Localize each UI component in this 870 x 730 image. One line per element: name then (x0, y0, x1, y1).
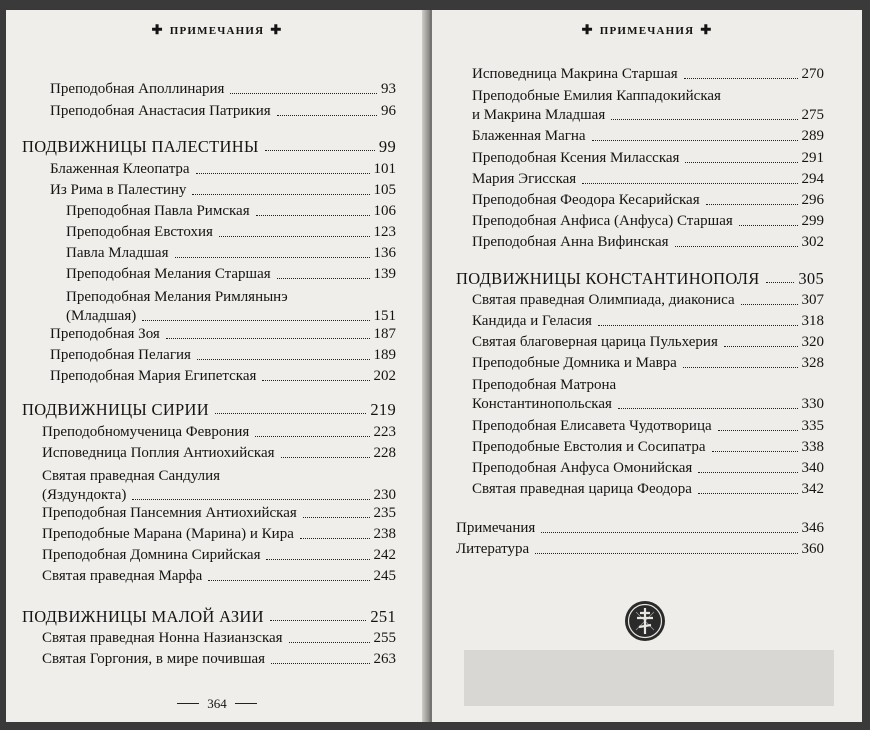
toc-entry (66, 244, 396, 263)
toc-page-number: 342 (801, 481, 824, 497)
toc-left (6, 10, 428, 722)
dot-leader (535, 553, 797, 554)
toc-entry-title: Павла Младшая (66, 245, 169, 261)
toc-entry (472, 312, 824, 331)
dot-leader (611, 119, 797, 120)
toc-entry-title: Преподобные Евстолия и Сосипатра (472, 439, 706, 455)
right-page (432, 10, 862, 722)
dot-leader (266, 559, 369, 560)
dot-leader (192, 194, 369, 195)
toc-entry (472, 333, 824, 352)
toc-entry-title: Преподобная Ксения Миласская (472, 150, 680, 166)
dot-leader (724, 346, 798, 347)
toc-entry-title: Преподобная Пансемния Антиохийская (42, 505, 297, 521)
cross-icon: ✚ (151, 22, 164, 37)
toc-entry (42, 423, 396, 442)
dot-leader (270, 620, 366, 621)
dot-leader (262, 380, 369, 381)
toc-page-number: 360 (801, 541, 824, 557)
toc-page-number: 106 (373, 203, 396, 219)
toc-entry-title: ПОДВИЖНИЦЫ КОНСТАНТИНОПОЛЯ (456, 269, 760, 288)
toc-page-number: 270 (801, 66, 824, 82)
toc-entry-title: Преподобная Мария Египетская (50, 368, 257, 384)
toc-page-number: 318 (801, 313, 824, 329)
toc-page-number: 139 (373, 266, 396, 282)
toc-entry-title: Преподобная Анастасия Патрикия (50, 103, 271, 119)
dot-leader (300, 538, 370, 539)
dot-leader (196, 173, 370, 174)
left-header-text: ПРИМЕЧАНИЯ (169, 25, 265, 37)
dot-leader (271, 663, 369, 664)
toc-entry-title: ПОДВИЖНИЦЫ СИРИИ (22, 400, 209, 419)
toc-page-number: 101 (373, 161, 396, 177)
toc-page-number: 275 (801, 107, 824, 123)
toc-entry (66, 288, 396, 326)
toc-entry-title: Примечания (456, 520, 536, 536)
toc-section-heading (456, 269, 824, 288)
page-number-left: 364 (6, 696, 428, 712)
dot-leader (219, 236, 370, 237)
toc-entry (50, 367, 396, 386)
toc-entry (472, 354, 824, 373)
dot-leader (208, 580, 369, 581)
dot-leader (698, 472, 797, 473)
toc-page-number: 338 (801, 439, 824, 455)
toc-entry-title: Святая праведная Нонна Назианзская (42, 630, 283, 646)
toc-entry-title: Святая благоверная царица Пульхерия (472, 334, 718, 350)
toc-page-number: 307 (801, 292, 824, 308)
dot-leader (541, 532, 797, 533)
right-header-text: ПРИМЕЧАНИЯ (599, 25, 695, 37)
toc-entry (472, 212, 824, 231)
toc-entry-title-line1: Святая праведная Сандулия (42, 468, 221, 484)
toc-entry-title: Преподобные Домника и Мавра (472, 355, 677, 371)
dot-leader (718, 430, 798, 431)
toc-entry-title: (Яздундокта) (42, 487, 127, 503)
dot-leader (618, 408, 798, 409)
dot-leader (739, 225, 798, 226)
dot-leader (142, 320, 369, 321)
toc-entry (50, 346, 396, 365)
toc-entry-title: Преподобная Елисавета Чудотворица (472, 418, 712, 434)
toc-page-number: 228 (373, 445, 396, 461)
toc-entry-title: Святая Горгония, в мире почившая (42, 651, 266, 667)
toc-page-number: 289 (801, 128, 824, 144)
toc-entry-title: (Младшая) (66, 308, 137, 324)
toc-entry (472, 170, 824, 189)
cross-icon: ✚ (700, 22, 713, 37)
toc-entry-title: Блаженная Клеопатра (50, 161, 190, 177)
toc-entry (42, 650, 396, 669)
toc-page-number: 296 (801, 192, 824, 208)
toc-entry-title: ПОДВИЖНИЦЫ МАЛОЙ АЗИИ (22, 607, 264, 626)
toc-page-number: 255 (373, 630, 396, 646)
dot-leader (675, 246, 798, 247)
dot-leader (175, 257, 370, 258)
toc-entry (456, 519, 824, 538)
toc-entry (50, 325, 396, 344)
toc-entry-title: Кандида и Геласия (472, 313, 592, 329)
dot-leader (166, 338, 370, 339)
toc-page-number: 189 (373, 347, 396, 363)
toc-entry (66, 202, 396, 221)
toc-entry-title: Преподобномученица Феврония (42, 424, 250, 440)
toc-entry-title: Преподобная Аполлинария (50, 81, 225, 97)
toc-page-number: 223 (373, 424, 396, 440)
toc-entry (472, 149, 824, 168)
dot-leader (277, 115, 377, 116)
toc-page-number: 263 (373, 651, 396, 667)
dot-leader (683, 367, 798, 368)
dot-leader (582, 183, 797, 184)
dot-leader (741, 304, 798, 305)
toc-entry-title: Преподобная Феодора Кесарийская (472, 192, 700, 208)
toc-entry (50, 80, 396, 99)
toc-entry (42, 525, 396, 544)
toc-entry-title: Преподобная Мелания Старшая (66, 266, 271, 282)
dot-leader (766, 282, 795, 283)
toc-entry-title-line1: Преподобная Матрона (472, 377, 617, 393)
toc-entry (472, 417, 824, 436)
dot-leader (712, 451, 798, 452)
toc-entry-title-line1: Преподобные Емилия Каппадокийская (472, 88, 721, 104)
toc-entry (42, 629, 396, 648)
toc-entry-title: Литература (456, 541, 530, 557)
toc-page-number: 299 (801, 213, 824, 229)
toc-page-number: 230 (373, 487, 396, 503)
toc-entry (472, 87, 824, 125)
toc-entry (42, 567, 396, 586)
toc-entry (50, 102, 396, 121)
cross-icon: ✚ (270, 22, 283, 37)
toc-entry-title: Святая праведная Марфа (42, 568, 203, 584)
toc-entry-title: Преподобная Зоя (50, 326, 160, 342)
toc-entry-title: Преподобная Пелагия (50, 347, 191, 363)
dot-leader (706, 204, 798, 205)
toc-page-number: 235 (373, 505, 396, 521)
toc-entry-title: Святая праведная Олимпиада, диакониса (472, 292, 735, 308)
toc-page-number: 238 (373, 526, 396, 542)
toc-entry (42, 467, 396, 505)
toc-page-number: 202 (373, 368, 396, 384)
toc-entry-title: Преподобная Анфуса Омонийская (472, 460, 693, 476)
dot-leader (698, 493, 798, 494)
toc-entry-title: Преподобная Домнина Сирийская (42, 547, 261, 563)
toc-page-number: 294 (801, 171, 824, 187)
dot-leader (685, 162, 797, 163)
toc-page-number: 291 (801, 150, 824, 166)
toc-entry-title: Исповедница Макрина Старшая (472, 66, 678, 82)
toc-entry (66, 265, 396, 284)
dot-leader (598, 325, 798, 326)
dot-leader (230, 93, 377, 94)
toc-page-number: 328 (801, 355, 824, 371)
toc-entry (42, 504, 396, 523)
toc-page-number: 151 (373, 308, 396, 324)
toc-entry (472, 191, 824, 210)
toc-page-number: 96 (381, 103, 396, 119)
toc-entry-title: Мария Эгисская (472, 171, 577, 187)
toc-page-number: 93 (381, 81, 396, 97)
orthodox-cross-emblem-icon (624, 600, 666, 642)
toc-section-heading (22, 400, 396, 419)
toc-page-number: 136 (373, 245, 396, 261)
toc-entry-title: Преподобная Анна Вифинская (472, 234, 669, 250)
toc-page-number: 187 (373, 326, 396, 342)
toc-page-number: 105 (373, 182, 396, 198)
dot-leader (684, 78, 798, 79)
dot-leader (265, 150, 375, 151)
toc-page-number: 123 (373, 224, 396, 240)
toc-entry-title: Святая праведная царица Феодора (472, 481, 692, 497)
toc-entry (42, 444, 396, 463)
toc-entry (472, 480, 824, 499)
dot-leader (255, 436, 369, 437)
toc-page-number: 245 (373, 568, 396, 584)
toc-entry-title: Из Рима в Палестину (50, 182, 187, 198)
dot-leader (132, 499, 369, 500)
dot-leader (256, 215, 370, 216)
toc-page-number: 346 (801, 520, 824, 536)
toc-entry-title: Константинопольская (472, 396, 612, 412)
dot-leader (281, 457, 370, 458)
toc-section-heading (22, 137, 396, 156)
toc-entry (66, 223, 396, 242)
toc-page-number: 99 (378, 137, 396, 156)
toc-page-number: 302 (801, 234, 824, 250)
toc-page-number: 242 (373, 547, 396, 563)
toc-entry-title: ПОДВИЖНИЦЫ ПАЛЕСТИНЫ (22, 137, 259, 156)
toc-entry-title: Преподобная Павла Римская (66, 203, 250, 219)
toc-entry-title: Преподобная Евстохия (66, 224, 213, 240)
toc-entry (472, 376, 824, 414)
toc-entry-title: и Макрина Младшая (472, 107, 606, 123)
dot-leader (592, 140, 798, 141)
toc-page-number: 219 (370, 400, 396, 419)
toc-entry (42, 546, 396, 565)
toc-entry-title-line1: Преподобная Мелания Римлянынэ (66, 289, 288, 305)
toc-page-number: 330 (801, 396, 824, 412)
dot-leader (215, 413, 366, 414)
dot-leader (277, 278, 370, 279)
dot-leader (197, 359, 370, 360)
toc-page-number: 340 (801, 460, 824, 476)
toc-entry-title: Преподобные Марана (Марина) и Кира (42, 526, 294, 542)
toc-entry-title: Преподобная Анфиса (Анфуса) Старшая (472, 213, 733, 229)
left-page (6, 10, 428, 722)
toc-page-number: 251 (370, 607, 396, 626)
toc-entry (456, 540, 824, 559)
toc-entry (50, 181, 396, 200)
toc-section-heading (22, 607, 396, 626)
dot-leader (303, 517, 370, 518)
toc-page-number: 320 (801, 334, 824, 350)
toc-entry-title: Блаженная Магна (472, 128, 586, 144)
cross-icon: ✚ (581, 22, 594, 37)
dot-leader (289, 642, 370, 643)
toc-entry (472, 459, 824, 478)
toc-page-number: 335 (801, 418, 824, 434)
toc-entry (50, 160, 396, 179)
toc-entry-title: Исповедница Поплия Антиохийская (42, 445, 275, 461)
toc-entry (472, 233, 824, 252)
toc-entry (472, 65, 824, 84)
toc-page-number: 305 (798, 269, 824, 288)
toc-entry (472, 438, 824, 457)
toc-entry (472, 127, 824, 146)
toc-entry (472, 291, 824, 310)
